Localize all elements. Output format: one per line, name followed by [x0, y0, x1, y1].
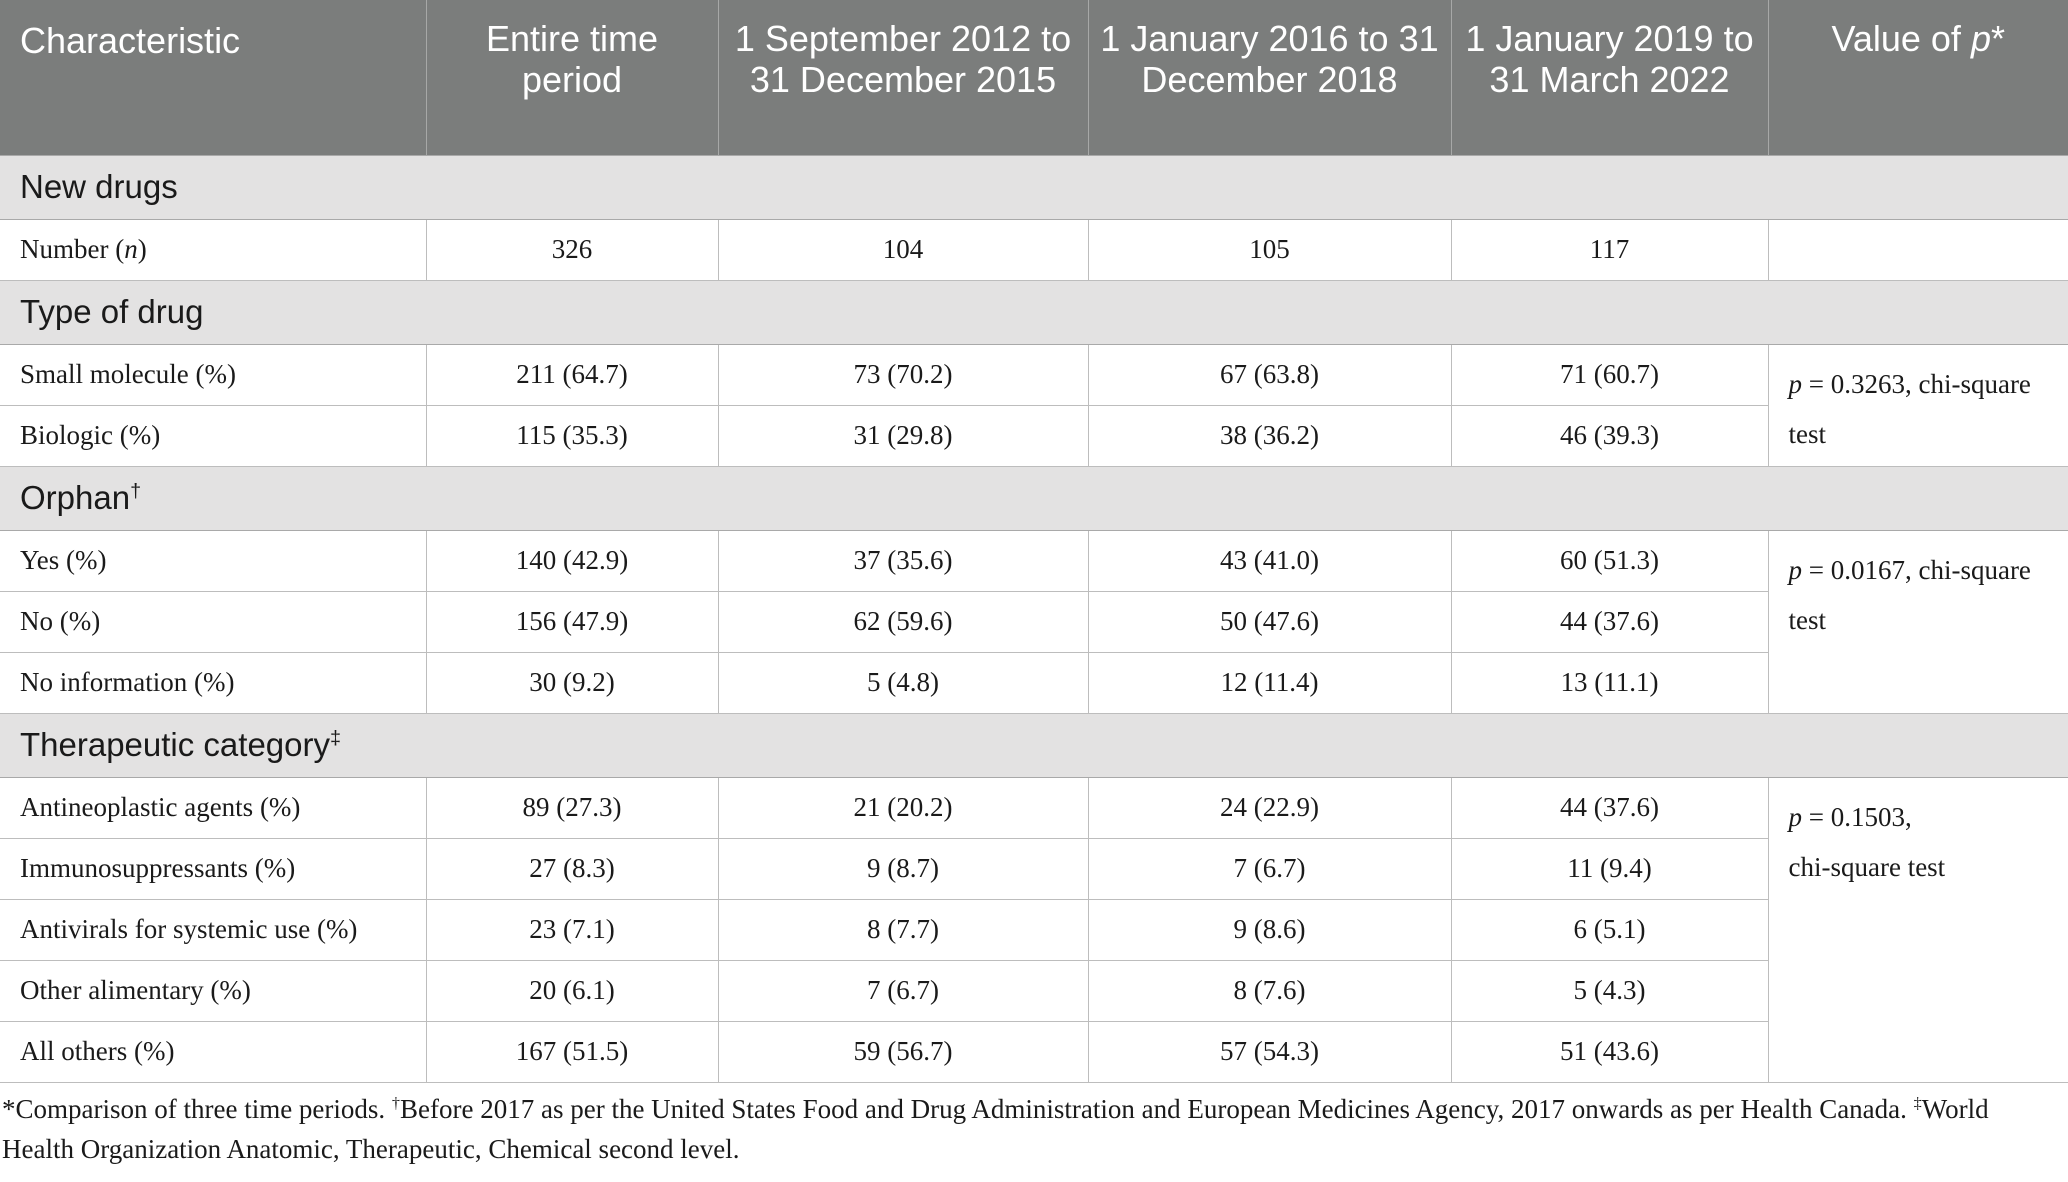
cell-period-2: 24 (22.9) [1088, 777, 1451, 838]
section-title-text: Therapeutic category [20, 726, 331, 763]
label-suffix: ) [137, 234, 147, 264]
p-value-line-2: test [1788, 418, 1826, 449]
row-label: No (%) [0, 591, 426, 652]
cell-period-1: 62 (59.6) [718, 591, 1088, 652]
label-italic: n [124, 234, 138, 264]
row-label: Biologic (%) [0, 405, 426, 466]
row-label: Immunosuppressants (%) [0, 838, 426, 899]
header-period-3: 1 January 2019 to 31 March 2022 [1451, 0, 1768, 155]
cell-period-3: 46 (39.3) [1451, 405, 1768, 466]
cell-entire: 27 (8.3) [426, 838, 718, 899]
header-period-1: 1 September 2012 to 31 December 2015 [718, 0, 1088, 155]
cell-entire: 167 (51.5) [426, 1021, 718, 1082]
cell-period-3: 5 (4.3) [1451, 960, 1768, 1021]
p-value-line-1: = 0.3263, chi-square [1802, 368, 2031, 399]
header-p-value-p: p [1970, 18, 1991, 59]
cell-period-1: 37 (35.6) [718, 530, 1088, 591]
cell-period-2: 57 (54.3) [1088, 1021, 1451, 1082]
table-row [0, 405, 2068, 466]
footnote-asterisk: * [2, 1093, 16, 1124]
cell-period-3: 44 (37.6) [1451, 591, 1768, 652]
cell-period-3: 60 (51.3) [1451, 530, 1768, 591]
cell-p-value [1768, 777, 2068, 1082]
row-label [0, 219, 426, 280]
table-row [0, 1021, 2068, 1082]
cell-period-3: 71 (60.7) [1451, 344, 1768, 405]
section-title [0, 466, 2068, 530]
p-value-line-1: = 0.0167, chi-square [1802, 554, 2031, 585]
cell-period-1: 8 (7.7) [718, 899, 1088, 960]
section-title: Type of drug [0, 280, 2068, 344]
cell-period-1: 7 (6.7) [718, 960, 1088, 1021]
row-label: All others (%) [0, 1021, 426, 1082]
cell-period-3: 13 (11.1) [1451, 652, 1768, 713]
table-row [0, 344, 2068, 405]
cell-period-3: 6 (5.1) [1451, 899, 1768, 960]
cell-period-3: 117 [1451, 219, 1768, 280]
cell-period-1: 73 (70.2) [718, 344, 1088, 405]
row-label: Antineoplastic agents (%) [0, 777, 426, 838]
section-row-type-of-drug [0, 280, 2068, 344]
footnote-dagger: † [391, 1093, 401, 1112]
cell-p-value [1768, 219, 2068, 280]
cell-period-2: 8 (7.6) [1088, 960, 1451, 1021]
cell-entire: 23 (7.1) [426, 899, 718, 960]
table-row [0, 591, 2068, 652]
p-symbol: p [1788, 554, 1802, 585]
cell-period-1: 59 (56.7) [718, 1021, 1088, 1082]
table-row [0, 219, 2068, 280]
cell-period-2: 67 (63.8) [1088, 344, 1451, 405]
row-label: Small molecule (%) [0, 344, 426, 405]
p-value-line-2: chi-square test [1788, 851, 1946, 882]
section-title [0, 713, 2068, 777]
cell-period-3: 11 (9.4) [1451, 838, 1768, 899]
section-title: New drugs [0, 155, 2068, 219]
cell-entire: 326 [426, 219, 718, 280]
header-p-value-prefix: Value of [1831, 18, 1971, 59]
header-p-value [1768, 0, 2068, 155]
header-period-2: 1 January 2016 to 31 December 2018 [1088, 0, 1451, 155]
row-label: Other alimentary (%) [0, 960, 426, 1021]
dagger-mark: † [130, 480, 142, 502]
section-row-new-drugs [0, 155, 2068, 219]
cell-period-2: 7 (6.7) [1088, 838, 1451, 899]
cell-entire: 140 (42.9) [426, 530, 718, 591]
footnote-text-3: World Health Organization Anatomic, Therapeutic, Chemical second level. [2, 1093, 1989, 1164]
p-value-line-2: test [1788, 604, 1826, 635]
table-row [0, 777, 2068, 838]
cell-entire: 89 (27.3) [426, 777, 718, 838]
cell-period-2: 50 (47.6) [1088, 591, 1451, 652]
cell-period-1: 9 (8.7) [718, 838, 1088, 899]
cell-period-1: 31 (29.8) [718, 405, 1088, 466]
cell-period-2: 9 (8.6) [1088, 899, 1451, 960]
table-row [0, 960, 2068, 1021]
cell-p-value [1768, 530, 2068, 713]
cell-entire: 211 (64.7) [426, 344, 718, 405]
cell-entire: 156 (47.9) [426, 591, 718, 652]
cell-entire: 20 (6.1) [426, 960, 718, 1021]
footnote-double-dagger: ‡ [1913, 1093, 1922, 1112]
footnote-text-1: Comparison of three time periods. [15, 1093, 392, 1124]
cell-period-2: 43 (41.0) [1088, 530, 1451, 591]
table-row [0, 652, 2068, 713]
cell-period-2: 38 (36.2) [1088, 405, 1451, 466]
p-symbol: p [1788, 801, 1802, 832]
cell-entire: 30 (9.2) [426, 652, 718, 713]
cell-period-1: 104 [718, 219, 1088, 280]
p-symbol: p [1788, 368, 1802, 399]
cell-period-2: 12 (11.4) [1088, 652, 1451, 713]
cell-entire: 115 (35.3) [426, 405, 718, 466]
cell-period-2: 105 [1088, 219, 1451, 280]
header-row [0, 0, 2068, 155]
row-label: No information (%) [0, 652, 426, 713]
header-characteristic: Characteristic [0, 0, 426, 155]
footnote-text-2: Before 2017 as per the United States Food and Drug Administration and European Medicines Agency, 2017 onwards as per Health Canada. [400, 1093, 1914, 1124]
table-row [0, 838, 2068, 899]
table-footnote [0, 1083, 2062, 1169]
row-label: Yes (%) [0, 530, 426, 591]
table-row [0, 899, 2068, 960]
row-label: Antivirals for systemic use (%) [0, 899, 426, 960]
section-row-therapeutic-category [0, 713, 2068, 777]
section-row-orphan [0, 466, 2068, 530]
cell-period-3: 51 (43.6) [1451, 1021, 1768, 1082]
header-p-value-mark: * [1990, 18, 2005, 59]
double-dagger-mark: ‡ [330, 727, 342, 749]
cell-period-1: 5 (4.8) [718, 652, 1088, 713]
table-row [0, 530, 2068, 591]
section-title-text: Orphan [20, 479, 131, 516]
cell-p-value [1768, 344, 2068, 466]
cell-period-1: 21 (20.2) [718, 777, 1088, 838]
label-prefix: Number ( [20, 234, 125, 264]
p-value-line-1: = 0.1503, [1802, 801, 1912, 832]
header-entire-period: Entire time period [426, 0, 718, 155]
cell-period-3: 44 (37.6) [1451, 777, 1768, 838]
